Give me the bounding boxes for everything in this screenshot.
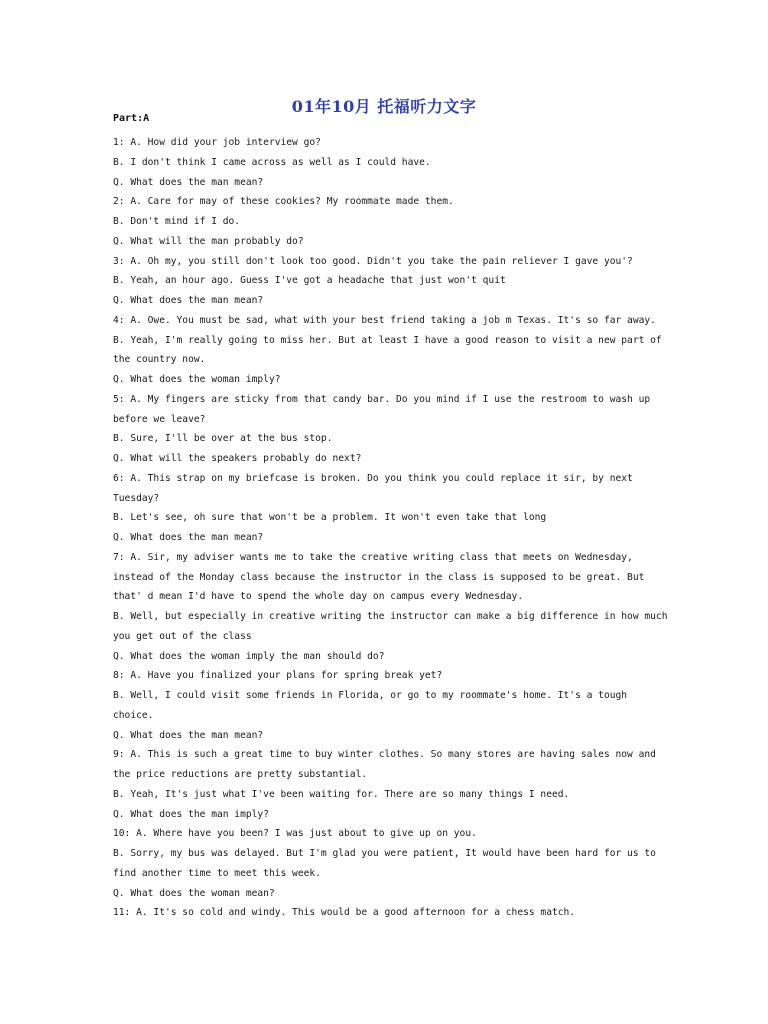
transcript-line: 5: A. My fingers are sticky from that candy bar. Do you mind if I use the restroom to wash up — [113, 393, 651, 405]
transcript-line: Q. What does the man mean? — [113, 176, 264, 188]
transcript-line: the country now. — [113, 354, 206, 366]
transcript-line: the price reductions are pretty substantial. — [113, 769, 368, 780]
transcript-line: B. Let's see, oh sure that won't be a problem. It won't even take that long — [113, 512, 547, 524]
section-label: Part:A — [113, 113, 150, 124]
transcript-line: choice. — [113, 709, 154, 721]
transcript-line: B. I don't think I came across as well as I could have. — [113, 156, 431, 168]
transcript-line: 1: A. How did your job interview go? — [113, 137, 321, 148]
transcript-line: 10: A. Where have you been? I was just about to give up on you. — [113, 828, 477, 840]
transcript-line: you get out of the class — [113, 630, 252, 642]
transcript-line: B. Yeah, an hour ago. Guess I've got a headache that just won't quit — [113, 275, 506, 287]
transcript-line: B. Don't mind if I do. — [113, 216, 241, 227]
page-title: 01年10月 托福听力文字 — [291, 97, 477, 116]
transcript-line: 6: A. This strap on my briefcase is broken. Do you think you could replace it sir, by next — [113, 472, 633, 484]
transcript-line: B. Well, I could visit some friends in Florida, or go to my roommate's home. It's a tough — [113, 690, 628, 701]
transcript-line: 2: A. Care for may of these cookies? My roommate made them. — [113, 196, 454, 208]
transcript-line: instead of the Monday class because the instructor in the class is supposed to be great. But — [113, 571, 645, 583]
transcript-line: Q. What does the woman imply the man should do? — [113, 650, 385, 662]
transcript-line: Q. What does the man mean? — [113, 532, 264, 543]
transcript-line: Q. What does the woman mean? — [113, 887, 275, 899]
transcript-line: Q. What will the man probably do? — [113, 235, 304, 247]
transcript-line: B. Well, but especially in creative writing the instructor can make a big difference in how much — [113, 611, 668, 622]
transcript-line: Q. What does the man mean? — [113, 295, 264, 306]
transcript-line: 4: A. Owe. You must be sad, what with your best friend taking a job m Texas. It's so far away. — [113, 314, 656, 326]
transcript-line: B. Sure, I'll be over at the bus stop. — [113, 433, 333, 445]
transcript-line: B. Yeah, I'm really going to miss her. But at least I have a good reason to visit a new part of — [113, 334, 662, 346]
transcript-line: 11: A. It's so cold and windy. This would be a good afternoon for a chess match. — [113, 907, 576, 919]
transcript-line: B. Sorry, my bus was delayed. But I'm glad you were patient, It would have been hard for us to — [113, 848, 656, 859]
transcript-line: Q. What does the woman imply? — [113, 374, 281, 385]
transcript-lines — [113, 133, 673, 923]
transcript-line: Q. What does the man imply? — [113, 808, 269, 820]
transcript-line: 3: A. Oh my, you still don't look too good. Didn't you take the pain reliever I gave you'? — [113, 255, 633, 267]
transcript-line: B. Yeah, It's just what I've been waiting for. There are so many things I need. — [113, 788, 570, 800]
transcript-line: 8: A. Have you finalized your plans for spring break yet? — [113, 670, 443, 682]
transcript-line: that' d mean I'd have to spend the whole day on campus every Wednesday. — [113, 591, 524, 603]
transcript-line: 7: A. Sir, my adviser wants me to take the creative writing class that meets on Wednesday, — [113, 551, 633, 563]
transcript-line: Q. What will the speakers probably do next? — [113, 453, 362, 464]
transcript-line: before we leave? — [113, 413, 206, 425]
transcript-line: Tuesday? — [113, 492, 160, 504]
transcript-line: Q. What does the man mean? — [113, 729, 264, 741]
transcript-line: 9: A. This is such a great time to buy winter clothes. So many stores are having sales now and — [113, 749, 656, 761]
transcript-line: find another time to meet this week. — [113, 867, 321, 879]
